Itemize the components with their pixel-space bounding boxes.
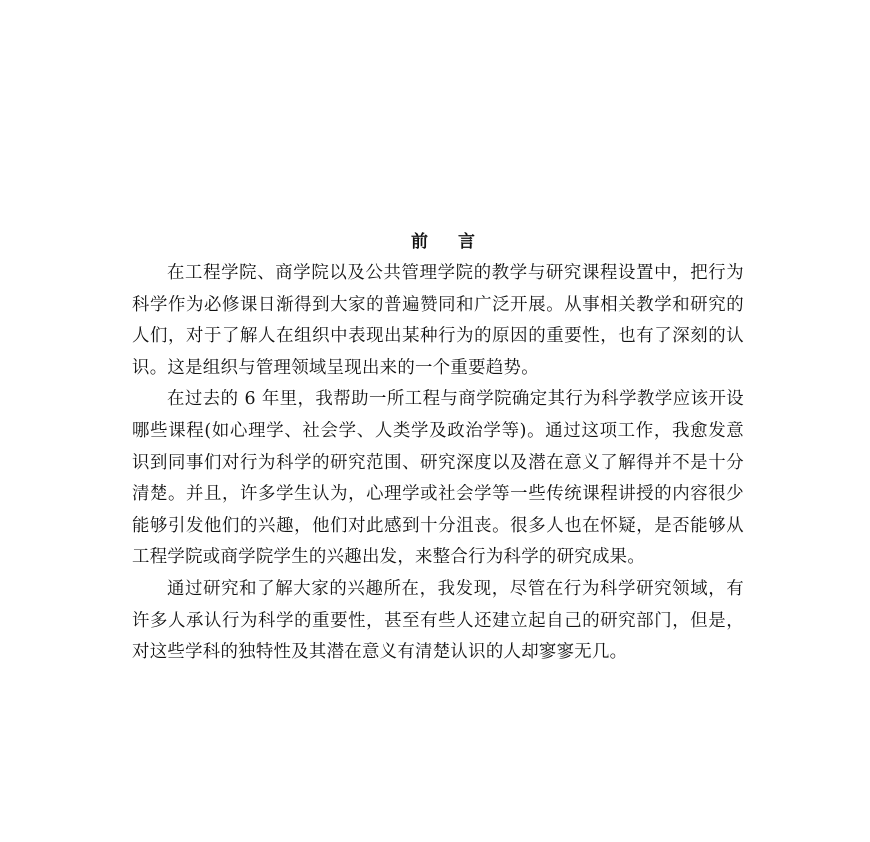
paragraph-1: 在工程学院、商学院以及公共管理学院的教学与研究课程设置中，把行为科学作为必修课日渐得到大家的普遍赞同和广泛开展。从事相关教学和研究的人们，对于了解人在组织中表现出某种行为的原因的重要性，也有了深刻的认识。这是组织与管理领域呈现出来的一个重要趋势。 <box>132 263 744 378</box>
page-title: 前 言 <box>411 232 487 252</box>
paragraph-2: 在过去的 6 年里，我帮助一所工程与商学院确定其行为科学教学应该开设哪些课程(如心理学、社会学、人类学及政治学等)。通过这项工作，我愈发意识到同事们对行为科学的研究范围、研究深度以及潜在意义了解得并不是十分清楚。并且，许多学生认为，心理学或社会学等一些传统课程讲授的内容很少能够引发他们的兴趣，他们对此感到十分沮丧。很多人也在怀疑，是否能够从工程学院或商学院学生的兴趣出发，来整合行为科学的研究成果。 <box>132 389 744 568</box>
document-body <box>132 226 744 669</box>
paragraph-3: 通过研究和了解大家的兴趣所在，我发现，尽管在行为科学研究领域，有许多人承认行为科学的重要性，甚至有些人还建立起自己的研究部门，但是，对这些学科的独特性及其潜在意义有清楚认识的人却寥寥无几。 <box>132 578 744 663</box>
